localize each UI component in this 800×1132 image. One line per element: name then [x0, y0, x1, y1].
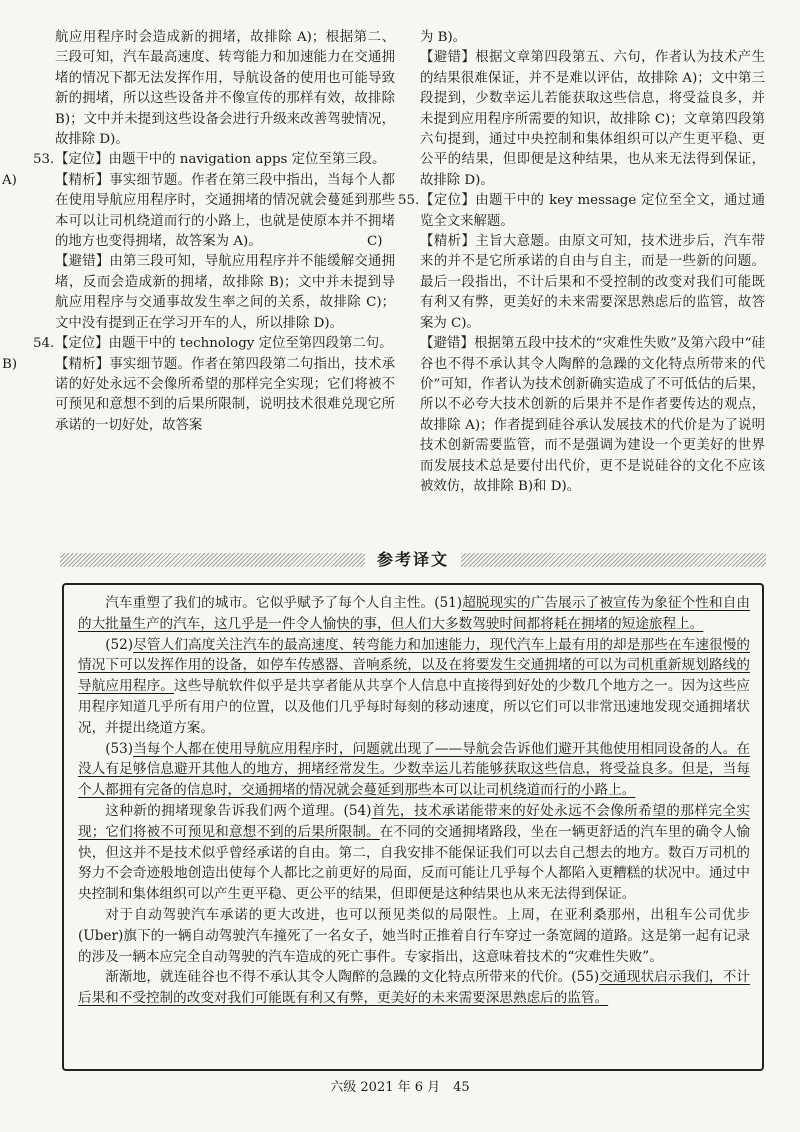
q55-answer: C)	[367, 234, 383, 250]
page-footer: 六级 2021 年 6 月 45	[330, 1080, 470, 1095]
q53-analysis	[2, 171, 395, 253]
continuation-paragraph: 航应用程序时会造成新的拥堵，故排除 A)；根据第二、三段可知，汽车最高速度、转弯能力和加速能力在交通拥堵的情况下都无法发挥作用，导航设备的使用也可能导致新的拥堵，所以这些设备并不像宣传的那样有效，故排除 B)；文中并未提到这些设备会进行升级来改善驾驶情况，故排除 D)。	[55, 30, 395, 148]
q54-locate-text: 【定位】由题干中的 technology 定位至第四段第二句。	[55, 336, 393, 352]
section-title: 参考译文	[377, 549, 450, 569]
translation-paragraph-5: 对于自动驾驶汽车承诺的更大改进，也可以预见类似的局限性。上周，在亚利桑那州，出租车公司优步(Uber)旗下的一辆自动驾驶汽车撞死了一名女子，她当时正推着自行车穿过一条宽阔的道路。这是第一起有记录的涉及一辆本应完全自动驾驶的汽车造成的死亡事件。专家指出，这意味着技术的“灾难性失败”。	[78, 906, 750, 965]
q55-analysis-text: 【精析】主旨大意题。由原文可知，技术进步后，汽车带来的并不是它所承诺的自由与自主，而是一些新的问题。最后一段指出，不计后果和不受控制的改变对我们可能既有利又有弊，更美好的未来需要深思熟虑后的监管，故答案为 C)。	[420, 234, 765, 331]
banner-hatch-right	[461, 553, 766, 567]
text-run: 渐渐地，就连硅谷也不得不承认其令人陶醉的急躁的文化特点所带来的代价。(55)	[105, 969, 600, 986]
underlined-text: 当每个人都在使用导航应用程序时，问题就出现了——导航会告诉他们避开其他使用相同设备的人。在没人有足够信息避开其他人的地方，拥堵经常发生。少数幸运儿若能够获取这些信息，将受益良多。但是，当每个人都拥有完备的信息时，交通拥堵的情况就会蔓延到那些本可以让司机绕道而行的小路上。	[78, 740, 750, 799]
text-run: 这种新的拥堵现象告诉我们两个道理。(54)	[105, 802, 372, 819]
q53-avoid-error: 【避错】由第三段可知，导航应用程序并不能缓解交通拥堵，反而会造成新的拥堵，故排除 B)；文中并未提到导航应用程序与交通事故发生率之间的关系，故排除 C)；文中没有提到正在学习开车的人，所以排除 D)。	[55, 254, 395, 331]
q53-answer: A)	[2, 172, 17, 188]
translation-paragraph-4	[78, 801, 750, 905]
q54-answer: B)	[2, 356, 18, 372]
translation-paragraph-2	[78, 635, 750, 739]
underlined-text: 超脱现实的广告展示了被宣传为象征个性和自由的大批量生产的汽车，这几乎是一件令人愉快的事，但人们大多数驾驶时间都将耗在拥堵的短途旅程上。	[78, 595, 750, 632]
text-run: 在不同的交通拥堵路段，坐在一辆更舒适的汽车里的确令人愉快，但这并不是技术似乎曾经承诺的自由。第二，自我安排不能保证我们可以去自己想去的地方。数百万司机的努力不会奇迹般地创造出使每个人都比之前更好的局面，反而可能让几乎每个人都陷入更糟糕的状况中。通过中央控制和集体组织可以产生更平稳、更公平的结果，但即便是这种结果也从来无法得到保证。	[78, 823, 751, 903]
q55-locate	[398, 191, 765, 232]
q53-analysis-text: 【精析】事实细节题。作者在第三段中指出，当每个人都在使用导航应用程序时，交通拥堵的情况就会蔓延到那些本可以让司机绕道而行的小路上，也就是使原本并不拥堵的地方也变得拥堵，故答案为 A)。	[55, 172, 395, 250]
translation-paragraph-3	[78, 739, 750, 801]
right-column	[367, 28, 765, 497]
q54-analysis	[2, 355, 395, 437]
q54-analysis-text: 【精析】事实细节题。作者在第四段第二句指出，技术承诺的好处永远不会像所希望的那样完全实现；它们将被不可预见和意想不到的后果所限制，说明技术很难兑现它所承诺的一切好处，故答案	[55, 356, 395, 433]
translation-box	[62, 583, 764, 1071]
translation-paragraph-1	[78, 593, 750, 635]
underlined-text: 尽管人们高度关注汽车的最高速度、转弯能力和加速能力，现代汽车上最有用的却是那些在车速很慢的情况下可以发挥作用的设备，如停车传感器、音响系统，以及在将要发生交通拥堵的可以为司机重新规划路线的导航应用程序。	[78, 636, 750, 695]
q54-answer-continuation: 为 B)。	[420, 30, 467, 45]
section-banner	[60, 549, 766, 571]
q53-locate-text: 【定位】由题干中的 navigation apps 定位至第三段。	[55, 152, 386, 168]
q53-number: 53.	[33, 152, 55, 168]
underlined-text: 交通现状启示我们，不计后果和不受控制的改变对我们可能既有利又有弊，更美好的未来需要深思熟虑后的监管。	[78, 969, 751, 1007]
left-column	[2, 28, 395, 436]
text-run: 汽车重塑了我们的城市。它似乎赋予了每个人自主性。(51)	[105, 595, 463, 611]
q54-locate	[33, 334, 395, 354]
q55-avoid-error: 【避错】根据第五段中技术的“灾难性失败”及第六段中“硅谷也不得不承认其令人陶醉的急躁的文化特点所带来的代价”可知，作者认为技术创新确实造成了不可低估的后果，所以不必夸大技术创新的后果并不是作者要传达的观点，故排除 A)；作者提到硅谷承认发展技术的代价是为了说明技术创新需要监管，而不是强调为建设一个更美好的世界而发展技术总是要付出代价，更不是说硅谷的文化不应该被效仿，故排除 B)和 D)。	[420, 336, 765, 494]
banner-hatch-left	[60, 553, 365, 567]
text-run: (52)	[105, 636, 134, 653]
q55-analysis	[367, 232, 765, 334]
text-run: (53)	[105, 740, 134, 757]
q55-number: 55.	[398, 193, 420, 209]
q55-locate-text: 【定位】由题干中的 key message 定位至全文，通过通览全文来解题。	[420, 193, 765, 229]
q54-number: 54.	[33, 336, 55, 352]
text-run: 这些导航软件似乎是共享者能从共享个人信息中直接得到好处的少数几个地方之一。因为这些应用程序知道几乎所有用户的位置，以及他们几乎每时每刻的移动速度，所以它们可以非常迅速地发现交通拥堵状况，并提出绕道方案。	[78, 678, 751, 736]
q53-locate	[33, 150, 395, 170]
underlined-text: 首先，技术承诺能带来的好处永远不会像所希望的那样完全实现；它们将被不可预见和意想不到的后果所限制。	[78, 802, 751, 840]
q54-avoid-error: 【避错】根据文章第四段第五、六句，作者认为技术产生的结果很难保证，并不是难以评估，故排除 A)；文中第三段提到，少数幸运儿若能获取这些信息，将受益良多，并未提到应用程序所需要的知识，故排除 C)；文章第四段第六句提到，通过中央控制和集体组织可以产生更平稳、更公平的结果，但即便是这种结果，也从来无法得到保证，故排除 D)。	[420, 50, 765, 188]
translation-paragraph-6	[78, 967, 750, 1009]
